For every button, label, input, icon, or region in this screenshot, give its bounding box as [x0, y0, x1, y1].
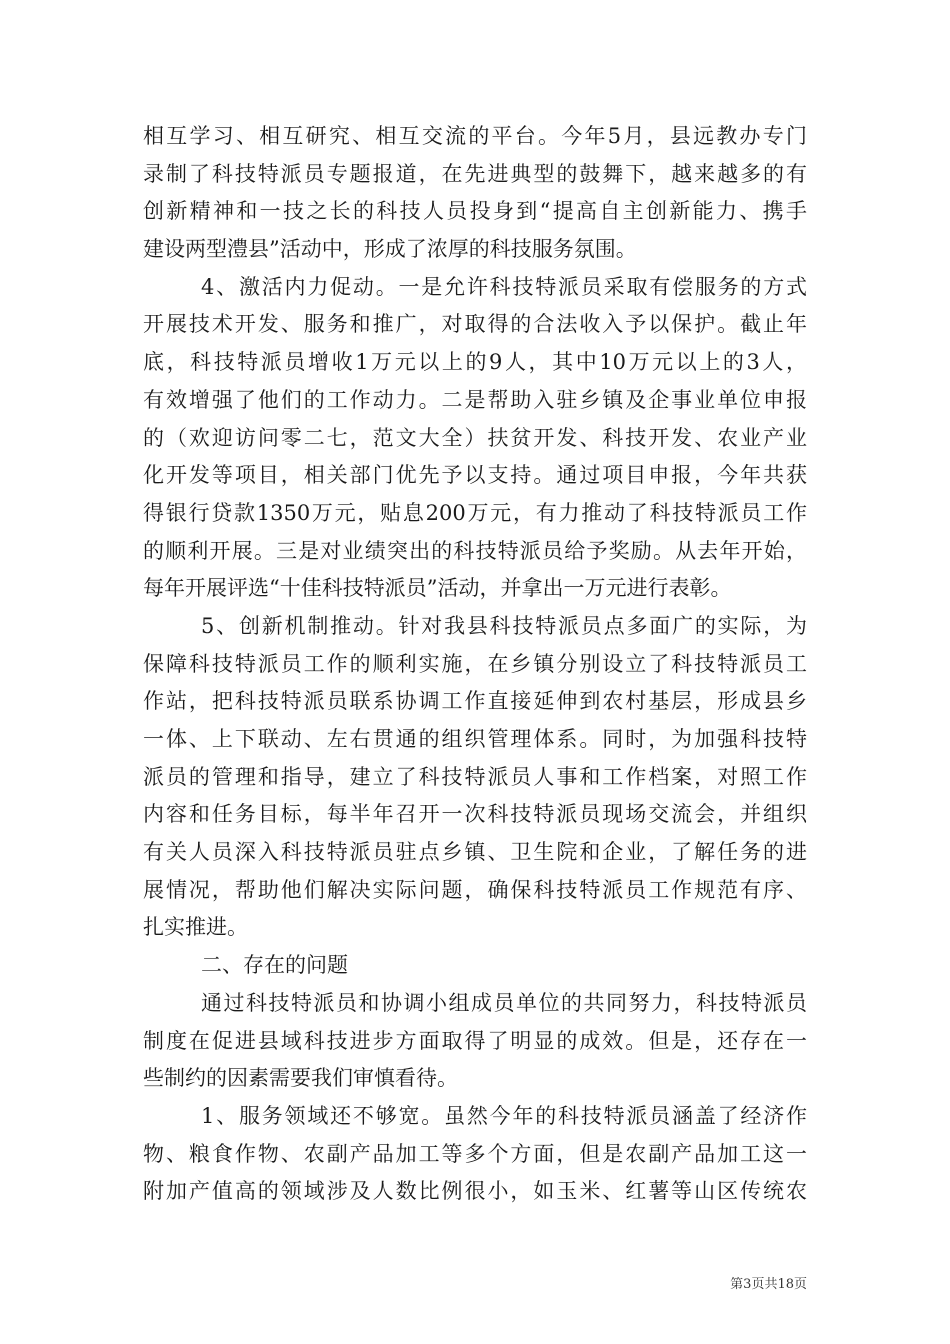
text-line: 每年开展评选“十佳科技特派员”活动，并拿出一万元进行表彰。 [143, 576, 732, 601]
text-line: 有效增强了他们的工作动力。二是帮助入驻乡镇及企事业单位申报 [143, 387, 807, 412]
text-line: 保障科技特派员工作的顺利实施，在乡镇分别设立了科技特派员工 [143, 651, 807, 676]
text-line: 开展技术开发、服务和推广，对取得的合法收入予以保护。截止年 [143, 312, 807, 337]
text-line: 物、粮食作物、农副产品加工等多个方面，但是农副产品加工这一 [143, 1141, 807, 1166]
text-line: 的顺利开展。三是对业绩突出的科技特派员给予奖励。从去年开始， [143, 538, 807, 563]
paragraph-first-line: 1、服务领域还不够宽。虽然今年的科技特派员涵盖了经济作 [201, 1103, 807, 1128]
text-line: 得银行贷款1350万元，贴息200万元，有力推动了科技特派员工作 [143, 500, 807, 525]
text-line: 相互学习、相互研究、相互交流的平台。今年5月，县远教办专门 [143, 124, 807, 148]
text-line: 创新精神和一技之长的科技人员投身到“提高自主创新能力、携手 [143, 199, 807, 224]
paragraph-first-line: 5、创新机制推动。针对我县科技特派员点多面广的实际，为 [201, 613, 807, 638]
text-line: 建设两型澧县”活动中，形成了浓厚的科技服务氛围。 [143, 237, 637, 262]
page-number-footer: 第3页共18页 [730, 1277, 807, 1292]
text-line: 展情况，帮助他们解决实际问题，确保科技特派员工作规范有序、 [143, 877, 807, 902]
text-line: 制度在促进县域科技进步方面取得了明显的成效。但是，还存在一 [143, 1028, 807, 1053]
text-line: 内容和任务目标，每半年召开一次科技特派员现场交流会，并组织 [143, 802, 807, 827]
text-line: 附加产值高的领域涉及人数比例很小，如玉米、红薯等山区传统农 [143, 1179, 807, 1204]
text-line: 作站，把科技特派员联系协调工作直接延伸到农村基层，形成县乡 [143, 689, 807, 714]
paragraph-first-line: 4、激活内力促动。一是允许科技特派员采取有偿服务的方式 [201, 274, 807, 299]
text-line: 一体、上下联动、左右贯通的组织管理体系。同时，为加强科技特 [143, 727, 807, 751]
section-heading: 二、存在的问题 [201, 953, 348, 978]
text-line: 化开发等项目，相关部门优先予以支持。通过项目申报，今年共获 [143, 463, 807, 488]
text-line: 底，科技特派员增收1万元以上的9人，其中10万元以上的3人， [143, 350, 807, 375]
document-body [143, 118, 807, 1211]
text-line: 有关人员深入科技特派员驻点乡镇、卫生院和企业，了解任务的进 [143, 840, 807, 865]
text-line: 扎实推进。 [143, 915, 248, 940]
text-line: 派员的管理和指导，建立了科技特派员人事和工作档案，对照工作 [143, 764, 807, 789]
text-line: 的（欢迎访问零二七，范文大全）扶贫开发、科技开发、农业产业 [143, 425, 807, 450]
paragraph-first-line: 通过科技特派员和协调小组成员单位的共同努力，科技特派员 [201, 990, 807, 1015]
text-line: 些制约的因素需要我们审慎看待。 [143, 1066, 458, 1091]
text-line: 录制了科技特派员专题报道，在先进典型的鼓舞下，越来越多的有 [143, 161, 807, 186]
